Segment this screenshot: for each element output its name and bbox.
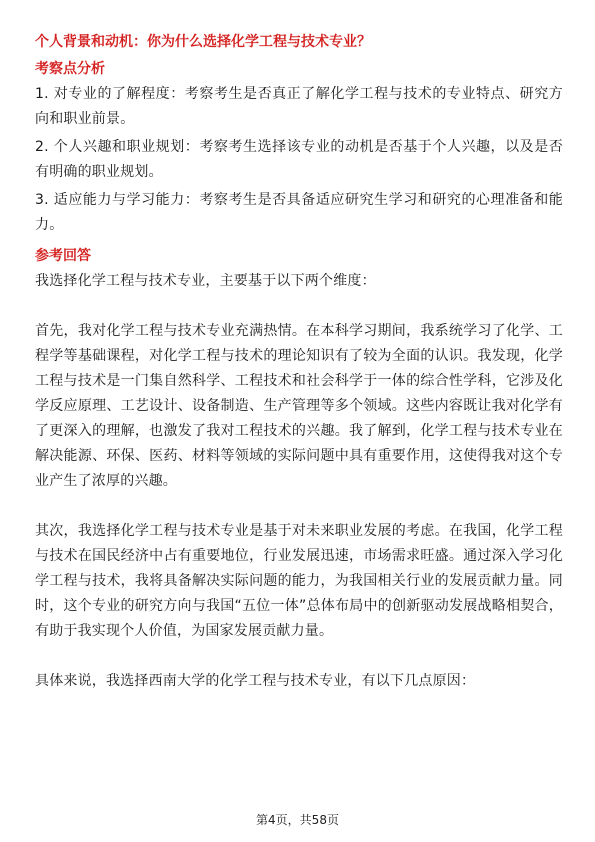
answer-paragraph-2: 其次，我选择化学工程与技术专业是基于对未来职业发展的考虑。在我国，化学工程与技术在国民经济中占有重要地位，行业发展迅速，市场需求旺盛。通过深入学习化学工程与技术，我将具备解决实际问题的能力，为我国相关行业的发展贡献力量。同时，这个专业的研究方向与我国“五位一体”总体布局中的创新驱动发展战略相契合，有助于我实现个人价值，为国家发展贡献力量。 — [35, 523, 563, 639]
page-content — [35, 30, 563, 694]
answer-heading: 参考回答 — [35, 248, 91, 264]
page-footer: 第4页，共58页 — [256, 813, 339, 827]
answer-paragraph-3: 具体来说，我选择西南大学的化学工程与技术专业，有以下几点原因： — [35, 673, 476, 689]
question-title: 个人背景和动机：你为什么选择化学工程与技术专业？ — [35, 34, 371, 50]
answer-paragraph-1: 首先，我对化学工程与技术专业充满热情。在本科学习期间，我系统学习了化学、工程学等基础课程，对化学工程与技术的理论知识有了较为全面的认识。我发现，化学工程与技术是一门集自然科学、工程技术和社会科学于一体的综合性学科，它涉及化学反应原理、工艺设计、设备制造、生产管理等多个领域。这些内容既让我对化学有了更深入的理解，也激发了我对工程技术的兴趣。我了解到，化学工程与技术专业在解决能源、环保、医药、材料等领域的实际问题中具有重要作用，这使得我对这个专业产生了浓厚的兴趣。 — [35, 323, 563, 489]
answer-intro: 我选择化学工程与技术专业，主要基于以下两个维度： — [35, 273, 376, 289]
analysis-point-3: 3. 适应能力与学习能力：考察考生是否具备适应研究生学习和研究的心理准备和能力。 — [35, 192, 563, 233]
analysis-point-2: 2. 个人兴趣和职业规划：考察考生选择该专业的动机是否基于个人兴趣，以及是否有明确的职业规划。 — [35, 139, 563, 180]
analysis-heading: 考察点分析 — [35, 61, 105, 77]
analysis-point-1: 1. 对专业的了解程度：考察考生是否真正了解化学工程与技术的专业特点、研究方向和职业前景。 — [35, 86, 563, 127]
